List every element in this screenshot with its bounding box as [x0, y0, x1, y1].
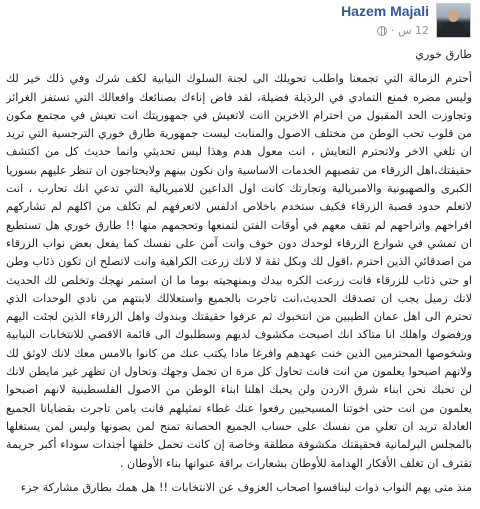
post-timestamp[interactable]: 12 س [398, 24, 429, 37]
author-name[interactable]: Hazem Majali [341, 3, 429, 19]
post-greeting: طارق خوري [415, 48, 472, 61]
author-avatar[interactable] [436, 3, 471, 38]
post-body [6, 46, 472, 509]
post-header [0, 0, 480, 46]
post-paragraph: أحترم الزمالة التي تجمعنا واطلب تحويلك الى لجنة السلوك النيابية لكف شرك وفي ذلك خير لك وليس مضره فمنع التمادي في الرذيلة فضيلة، لقد فاض إناءك بصنائعك وافعالك التي تستفز الغرائز وتجاوزت الحد المقبول من احترام الاخرين اانت لاتعيش في جمهوريتك انت تعيش في مجتمع مكون من قلوب تحب الوطن من مختلف الاصول والمنابت ليست جمهورية طارق خوري الترجسية التي تريد ان تلغي الاخر ولاتحترم التعايش ، انت معول هدم وهذا ليس تحديثي وانما حديث كل من اكتشف حقيقتك،اهل الزرقاء من تقصيهم الخدمات الاساسية وان نكون بينهم ولايحتاجون ان تنظر عليهم بسوريا الكبرى والصهيونية والامبريالية وتجارتك كانت اول الداعين للامبريالية التي تدعي انك تحارب ، انت لاتعلم حدود قصبة الزرقاء فكيف ستخدم باخلاص ادلفس لاتعرفهم لم تكلف من اكلهم لم تشاركهم افراحهم واتراحهم لم تقف معهم في أوقات الفتن لتمنعها وتحجمهم منها !! طارق خوري هل تستطيع ان تمشي في شوارع الزرقاء لوحدك دون خوف وانت آمن على نفسك كما يفعل بعض نواب الزرقاء من اصدقائي الذين احترم ،اقول لك وبكل ثقة لا لانك زرعت الكراهية وانت لاتصلح ان تكون ذئاب وطن او حتى ذئاب للزرقاء فانت زرعت الكره بيدك وبمنهجيته بوما ما ان استمر نهجك وتخلص لك الحديث لانك زميل يجب ان تصدقك الحديث،انت تاجرت بالجميع واستعلالك لابنتهم من نادي الوحدات الذي تحترم الى اهل عمان الطيبين من انتخبوك ثم عرفوا حقيقتك وبندوك واهل الزرقاء الذين لجئت اليهم ورفضوك واهلك انا متاكد انك اصبحت مكشوف لديهم وسطلبوك الى قائمة الاقصي للانتخابات النيابية وشخوصها المحترمين الذين خنت عهدهم وافرغا مادا يكتب عنك من كانوا بالامس معك لانك لاوثق لك ولانهم اصبحوا يعلمون من انت فانت تحاول كل مرة ان تجمل وجهك وتحاول ان تظهر غير مايطن لانك لن تحبك نحن ابناء شرق الاردن ولن يحبك اهلنا ابناء الوطن من الاصول الفلسطينية لانهم اصبحوا يعلمون من انت حتى اخوتنا المسيحيين رفعوا عنك غطاء تمثيلهم فانت يامن تاجرت بقضايانا الجميع العادلة تريد ان تعلي من نفسك على حساب الجميع الحصانة تمنح لمن يصونها وليس لمن يستغلها بالمجلس البرلمانية فحقيقتك مكشوفة مطلقة وخاصة إن كانت تحمل خلفها أجندات سوداء أكبر جريمة تقترف ان تغلف الأفكار الهدامة للأوطان بشعارات براقة عنوانها بناء الأوطان . [6, 72, 472, 470]
globe-icon[interactable] [377, 26, 387, 36]
post-paragraph: منذ متى يهم النواب ذوات لينافسوا اصحاب العزوف عن الانتخابات !! هل همك بطارق مشاركة جزء [20, 480, 472, 494]
post-meta [377, 24, 429, 37]
separator-dot: · [390, 24, 395, 37]
avatar-torso [442, 22, 465, 38]
avatar-head [448, 10, 459, 22]
